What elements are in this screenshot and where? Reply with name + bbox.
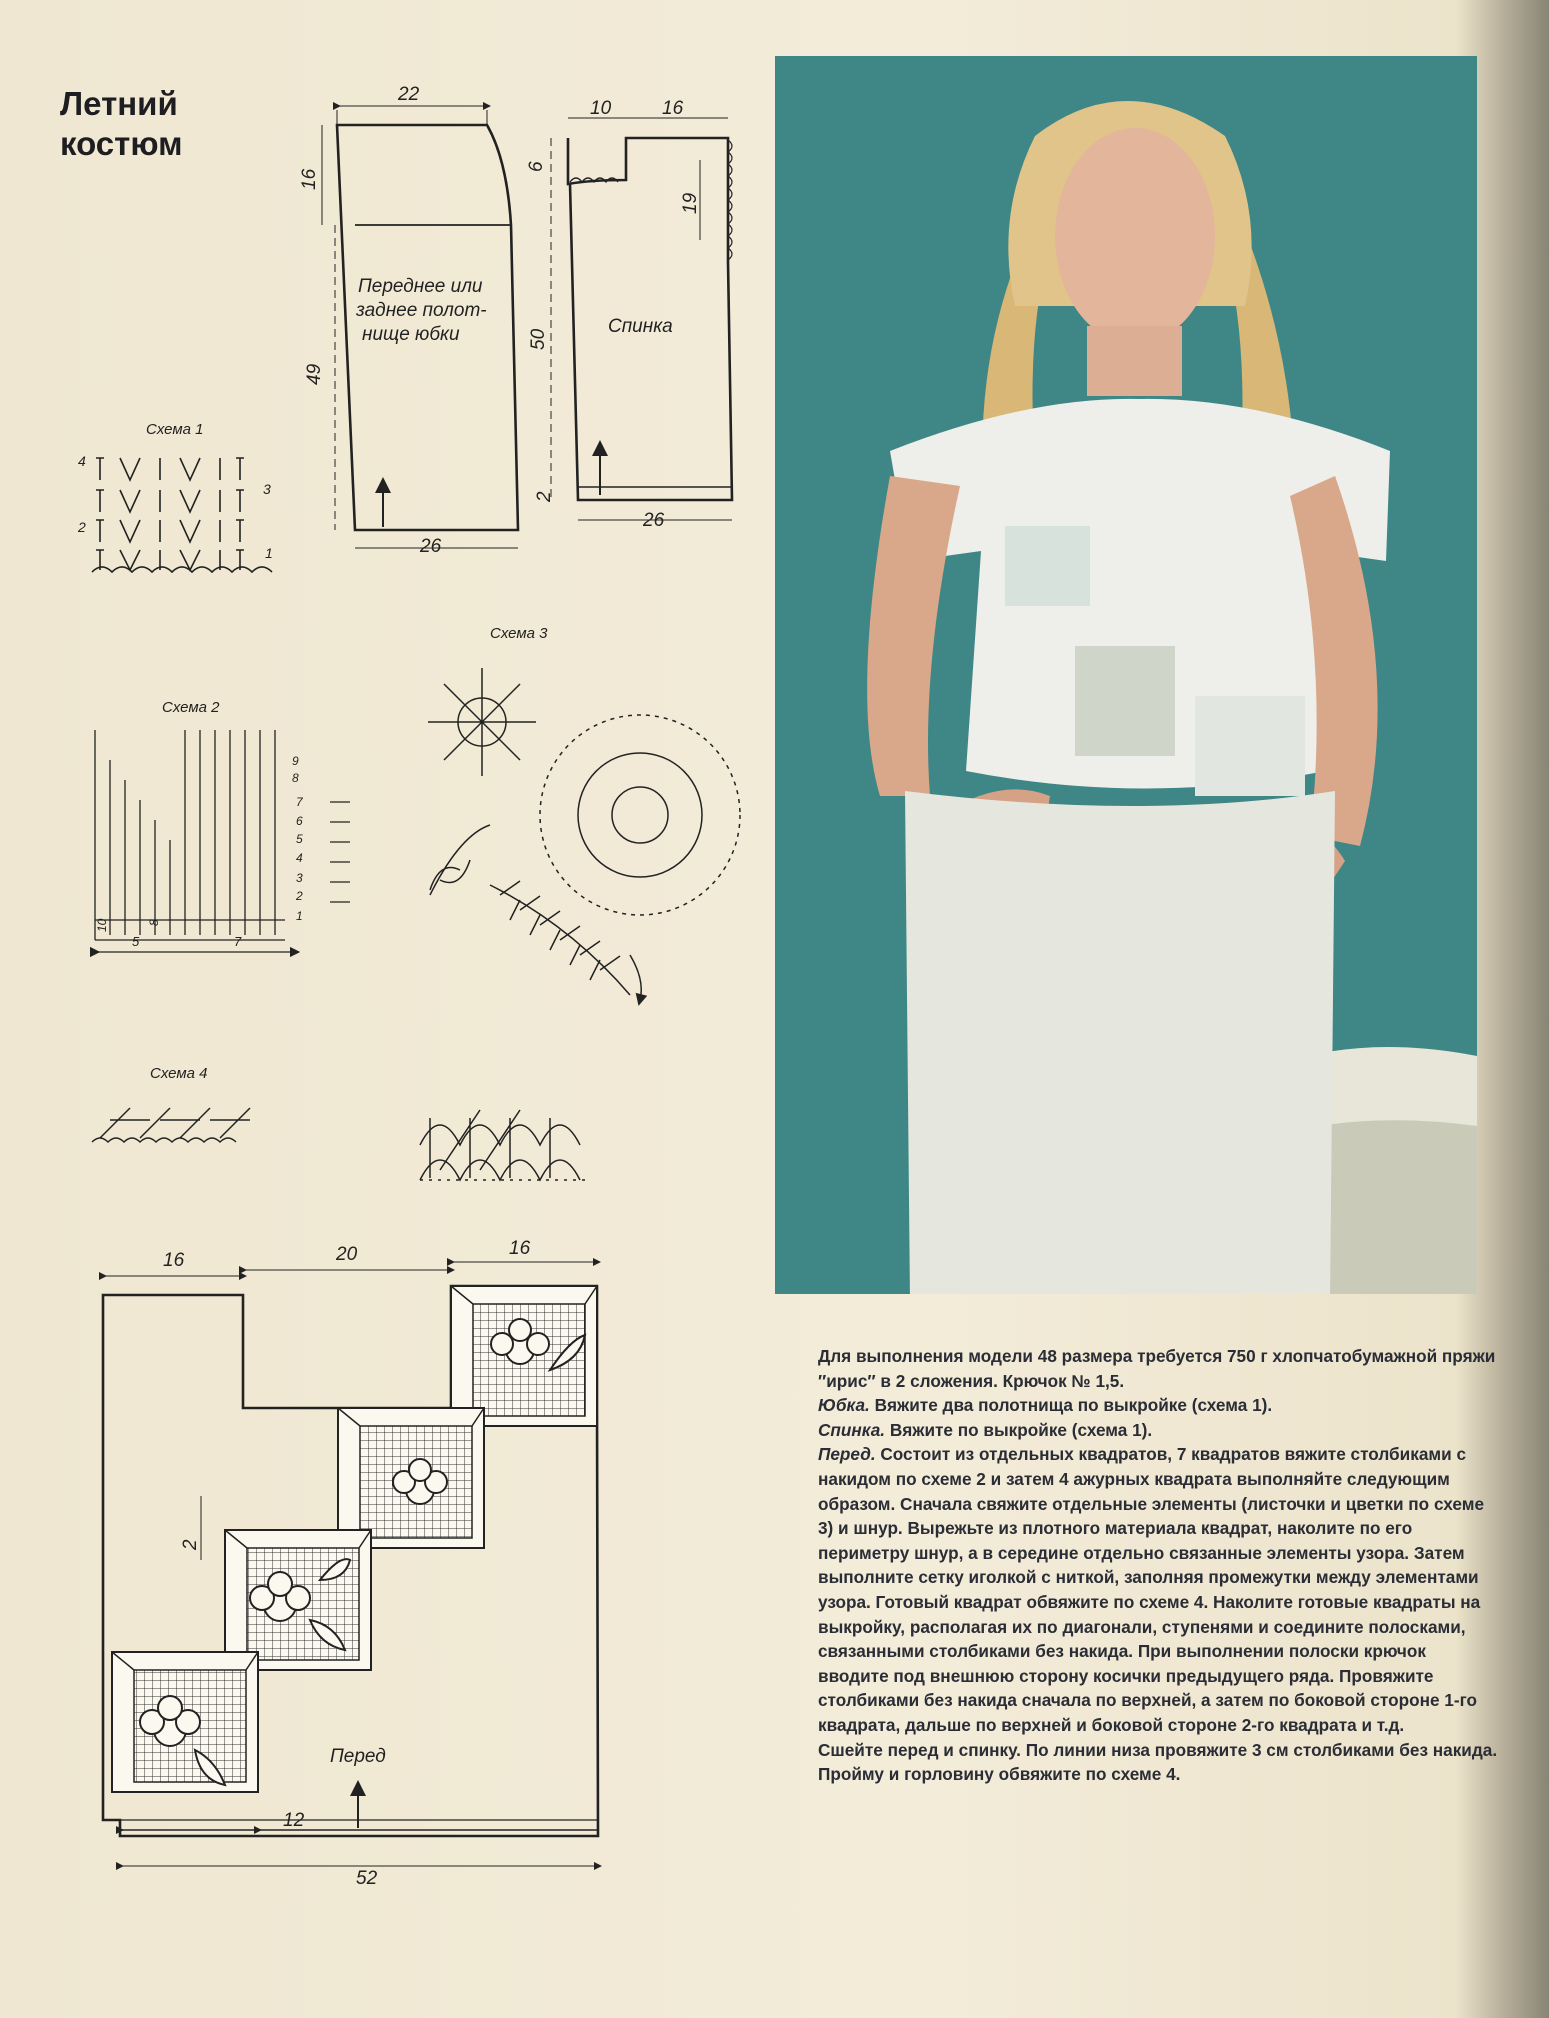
scheme-2-dim-right: 7: [234, 934, 242, 949]
scheme-2-row-4: 4: [296, 851, 303, 865]
front-dim-inner: 12: [283, 1810, 305, 1831]
scheme-4-label: Схема 4: [150, 1065, 208, 1082]
desc-front-text: Состоит из отдельных квадратов, 7 квадратов вяжите столбиками с накидом по схеме 2 и затем 4 ажурных квадрата выполняйте следующим образом. Сначала свяжите отдельные элементы (листочки и цветки по схеме 3) и шнур. Вырежьте из плотного материала квадрат, наколите по его периметру шнур, а в середине отдельно связанные элементы узора. Затем выполните сетку иголкой с ниткой, заполняя промежутки между элементами узора. Готовый квадрат обвяжите по схеме 4. Наколите готовые квадраты на выкройку, располагая их по диагонали, ступенями и соедините полосками, связанными столбиками без накида. При выполнении полоски крючок вводите под внешнюю сторону косички предыдущего ряда. Провяжите столбиками без накида сначала по верхней, а затем по боковой стороне 1-го квадрата, дальше по верхней и боковой стороне 2-го квадрата и т.д.: [818, 1444, 1485, 1735]
front-pattern: [103, 1262, 598, 1866]
scheme-2-row-7: 7: [296, 795, 303, 809]
front-dim-top-c: 16: [509, 1238, 531, 1259]
model-photo-illustration: [775, 56, 1477, 1294]
model-photo: [775, 56, 1477, 1294]
scheme-1-row-4: 4: [78, 453, 86, 469]
skirt-label-1: Переднее или: [358, 276, 483, 297]
desc-back: [818, 1418, 1498, 1443]
skirt-label-2: заднее полот-: [356, 300, 487, 321]
scheme-1-row-3: 3: [263, 481, 271, 497]
skirt-dim-upper: 16: [299, 168, 320, 190]
scheme-2-dim-side: 10: [95, 918, 109, 932]
scheme-1-chart: [92, 458, 272, 572]
scheme-2-dim-left: 5: [132, 934, 140, 949]
scheme-2-label: Схема 2: [162, 699, 220, 716]
back-dim-armhole: 19: [680, 192, 701, 214]
front-dim-step: 2: [180, 1539, 201, 1550]
desc-skirt: [818, 1393, 1498, 1418]
scheme-2-row-2: 2: [296, 889, 303, 903]
desc-assembly: Сшейте перед и спинку. По линии низа провяжите 3 см столбиками без накида. Пройму и горловину обвяжите по схеме 4.: [818, 1739, 1498, 1785]
desc-front-head: Перед.: [818, 1444, 876, 1465]
front-dim-top-b: 20: [336, 1244, 358, 1265]
scheme-2-row-6: 6: [296, 814, 303, 828]
desc-materials: Для выполнения модели 48 размера требуется 750 г хлопчатобумажной пряжи ″ирис″ в 2 сложения. Крючок № 1,5.: [818, 1346, 1496, 1391]
desc-back-head: Спинка.: [818, 1419, 886, 1440]
front-label: Перед: [330, 1746, 386, 1767]
description-text: [818, 1344, 1498, 1787]
scheme-2-row-1: 1: [296, 909, 303, 923]
scheme-2-chart: [95, 730, 350, 952]
back-dim-neck: 6: [526, 161, 547, 172]
scheme-2-row-3: 3: [296, 871, 303, 885]
scheme-4-chart: [92, 1108, 590, 1180]
scheme-3-motifs: [428, 668, 740, 1000]
scheme-1-row-2: 2: [78, 519, 86, 535]
desc-front: [818, 1442, 1498, 1737]
back-dim-top-b: 16: [662, 98, 684, 119]
title-line-2: костюм: [60, 125, 183, 162]
scheme-2-row-5: 5: [296, 832, 303, 846]
back-label: Спинка: [608, 316, 673, 337]
front-dim-top-a: 16: [163, 1250, 185, 1271]
back-dim-length: 50: [528, 328, 549, 350]
back-dim-bottom: 26: [643, 510, 665, 531]
desc-skirt-head: Юбка.: [818, 1395, 870, 1416]
skirt-dim-bottom: 26: [420, 536, 442, 557]
front-dim-bottom: 52: [356, 1868, 378, 1889]
scheme-3-label: Схема 3: [490, 625, 548, 642]
skirt-dim-top: 22: [398, 84, 420, 105]
scheme-2-row-9: 9: [292, 754, 299, 768]
desc-back-text: Вяжите по выкройке (схема 1).: [885, 1419, 1153, 1440]
title-line-1: Летний: [60, 85, 178, 122]
scheme-2-dim-mid: 8: [147, 919, 161, 926]
scheme-1-row-1: 1: [265, 545, 273, 561]
skirt-label-3: нище юбки: [362, 324, 460, 345]
back-dim-top-a: 10: [590, 98, 612, 119]
scheme-1-label: Схема 1: [146, 421, 204, 438]
desc-skirt-text: Вяжите два полотнища по выкройке (схема 1).: [869, 1395, 1273, 1416]
scheme-2-row-8: 8: [292, 771, 299, 785]
skirt-dim-length: 49: [304, 363, 325, 385]
back-dim-hem: 2: [534, 491, 555, 502]
